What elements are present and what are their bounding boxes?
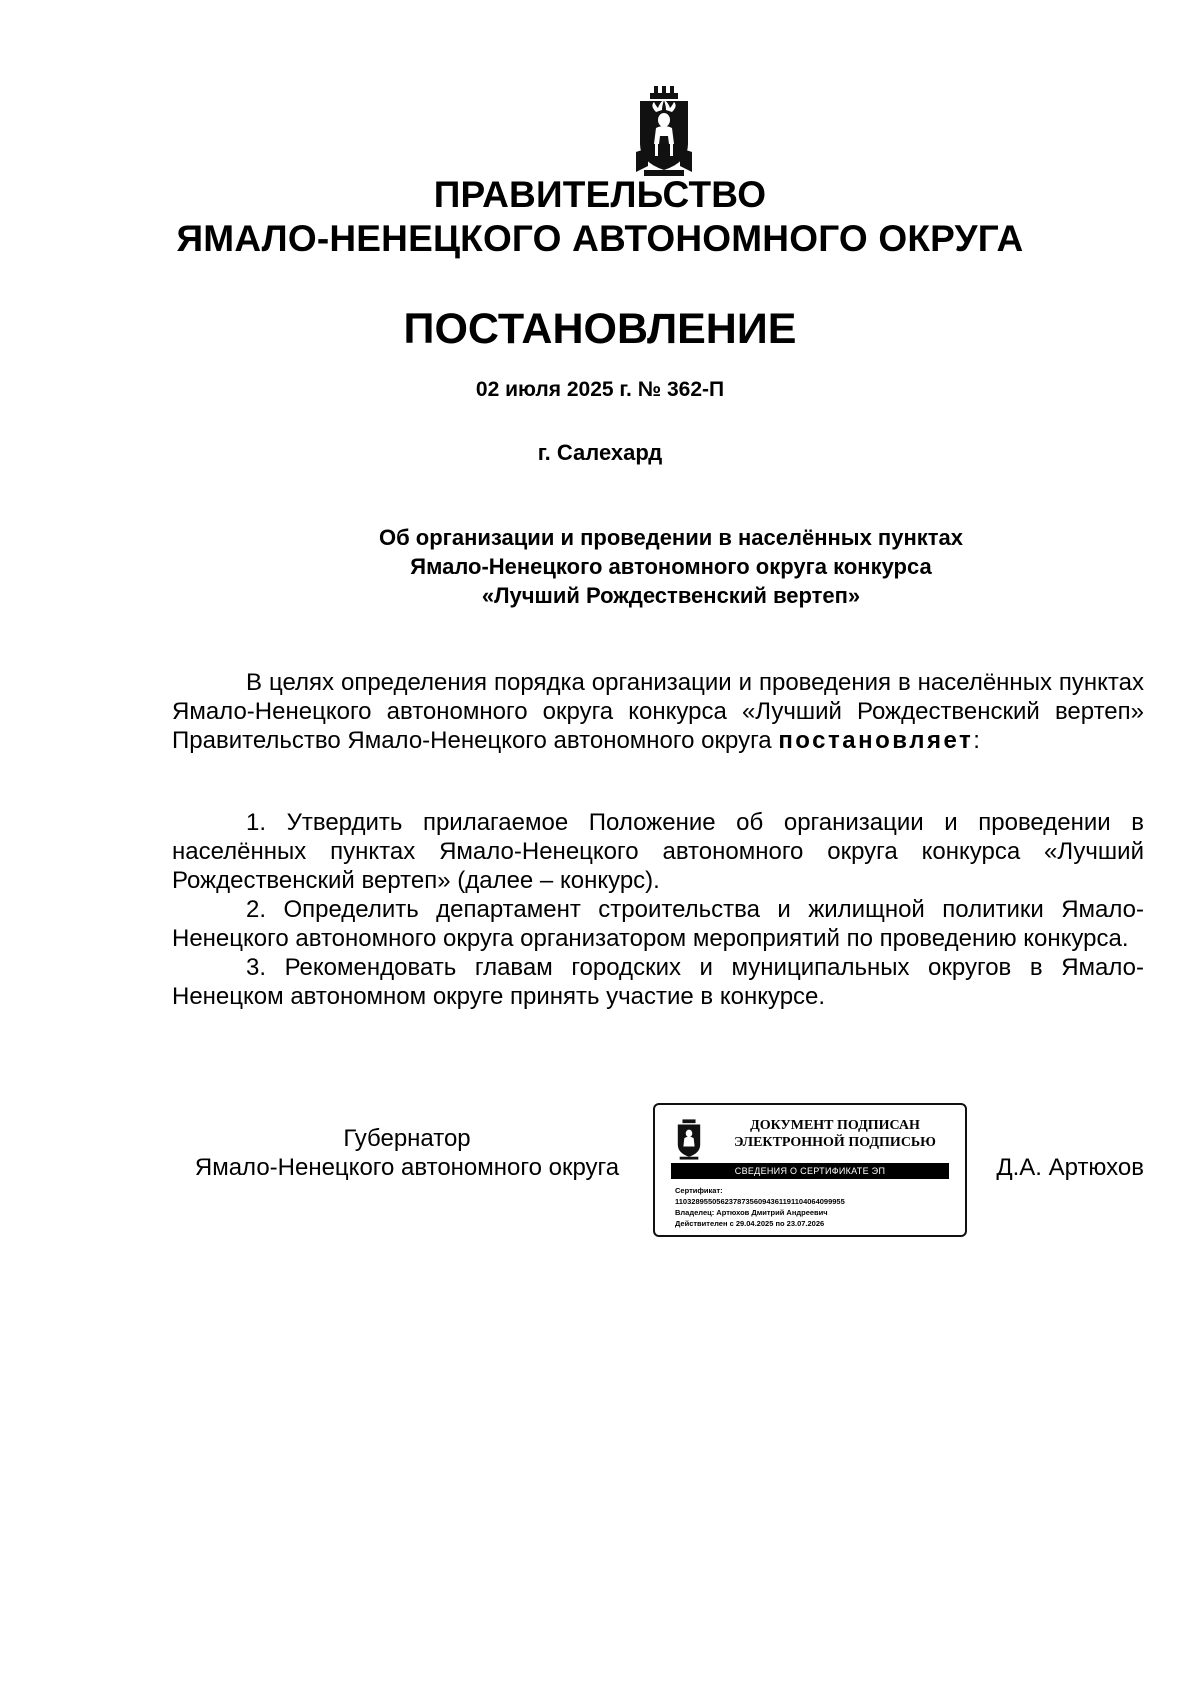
certificate-validity: Действителен с 29.04.2025 по 23.07.2026 [675,1219,825,1228]
signatory-role-line: Губернатор [343,1125,471,1152]
preamble-paragraph [172,668,1144,755]
subject-line: «Лучший Рождественский вертеп» [481,583,861,608]
subject-line: Об организации и проведении в населённых пунктах [378,525,963,550]
stamp-title [715,1117,955,1151]
stamp-title-line: ЭЛЕКТРОННОЙ ПОДПИСЬЮ [734,1135,936,1150]
signatory-name: Д.А. Артюхов [996,1154,1144,1181]
document-date-number: 02 июля 2025 г. № 362-П [475,378,725,401]
electronic-signature-stamp [653,1103,967,1237]
certificate-details [675,1185,957,1229]
certificate-number: 110328955056237873560943611911040640999​55 [675,1197,845,1206]
government-title-line2: ЯМАЛО-НЕНЕЦКОГО АВТОНОМНОГО ОКРУГА [176,218,1024,259]
coat-of-arms-emblem [634,86,694,178]
decree-verb: постановляет [778,727,974,754]
document-type: ПОСТАНОВЛЕНИЕ [403,305,797,353]
preamble-text: В целях определения порядка организации и проведения в населённых пунктах Ямало-Ненецкого автономного округа конкурса «Лучший Рождественский вертеп» Правительство Ямало-Ненецкого автономного округа [172,669,1144,754]
government-title-line1: ПРАВИТЕЛЬСТВО [433,174,767,215]
document-city: г. Салехард [537,440,663,465]
signatory-position [172,1124,642,1182]
certificate-label: Сертификат: [675,1186,723,1195]
stamp-emblem-icon [675,1117,703,1161]
stamp-title-line: ДОКУМЕНТ ПОДПИСАН [750,1118,920,1133]
decree-item: 1. Утвердить прилагаемое Положение об организации и проведении в населённых пунктах Ямало-Ненецкого автономного округа конкурса «Лучший Рождественский вертеп» (далее – конкурс). [172,809,1144,894]
preamble-colon: : [973,727,980,754]
certificate-owner: Владелец: Артюхов Дмитрий Андреевич [675,1208,828,1217]
decree-item: 3. Рекомендовать главам городских и муниципальных округов в Ямало-Ненецком автономном округе принять участие в конкурсе. [172,954,1144,1010]
decree-items [172,808,1144,1011]
decree-item: 2. Определить департамент строительства и жилищной политики Ямало-Ненецкого автономного округа организатором мероприятий по проведению конкурса. [172,896,1144,952]
signatory-role-line: Ямало-Ненецкого автономного округа [194,1154,620,1181]
certificate-info-bar: СВЕДЕНИЯ О СЕРТИФИКАТЕ ЭП [671,1163,949,1179]
subject-line: Ямало-Ненецкого автономного округа конкурса [410,554,932,579]
document-subject [256,523,1086,610]
